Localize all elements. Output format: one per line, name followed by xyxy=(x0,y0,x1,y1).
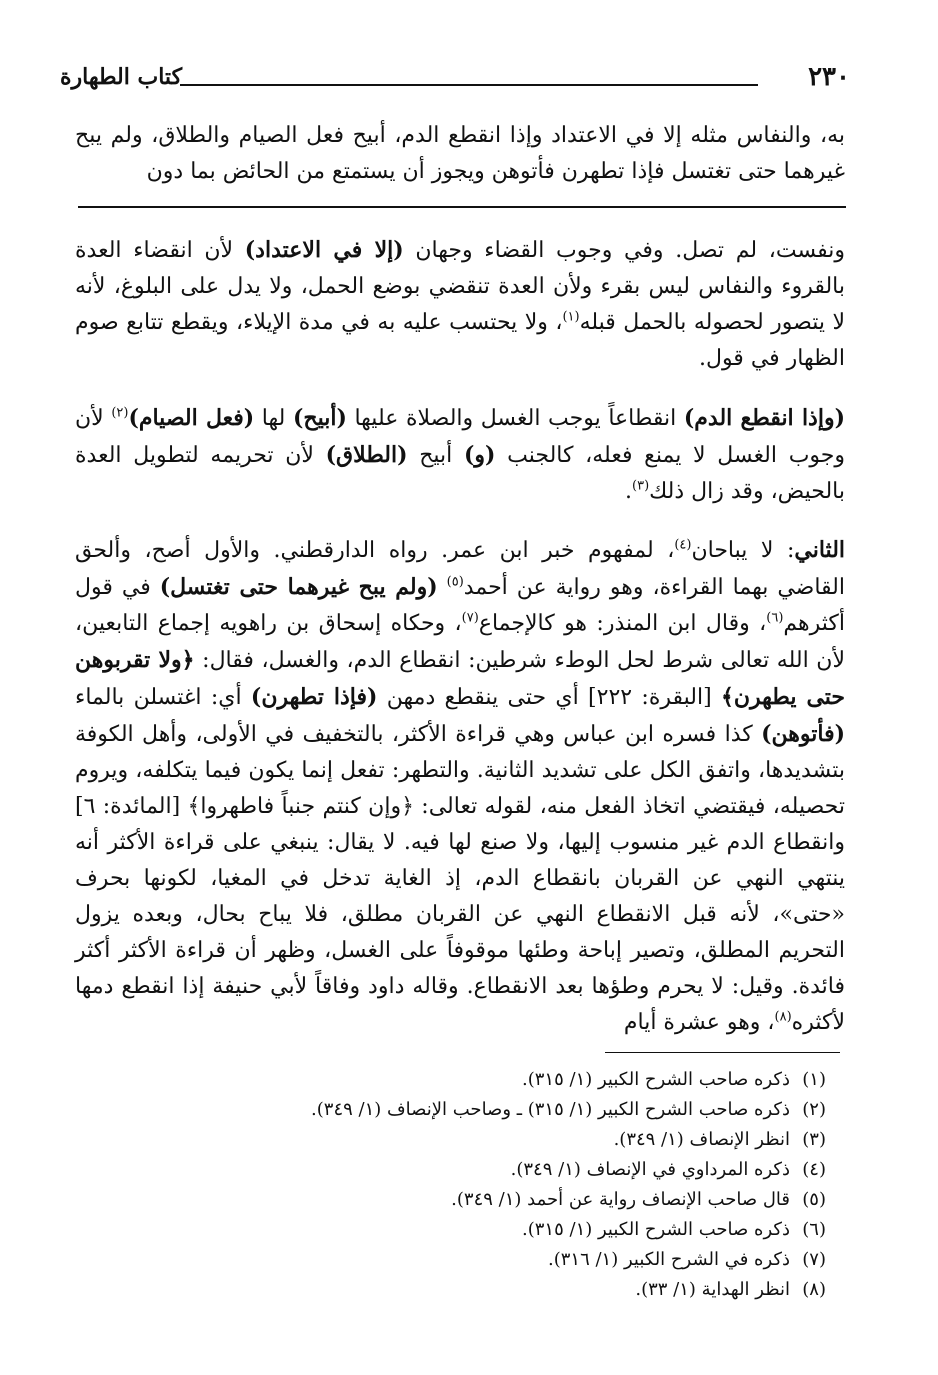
text-run: لها xyxy=(254,406,293,431)
quoted-matn: (إلا في الاعتداد) xyxy=(244,237,404,263)
footnote-text: ذكره في الشرح الكبير (١/ ٣١٦). xyxy=(547,1249,790,1270)
footnote-ref[interactable]: (٦) xyxy=(766,610,784,626)
matn-divider xyxy=(78,206,846,208)
footnote-rule xyxy=(605,1052,840,1053)
footnote-item xyxy=(186,1125,826,1155)
footnote-text: ذكره المرداوي في الإنصاف (١/ ٣٤٩). xyxy=(510,1159,790,1180)
footnote-text: قال صاحب الإنصاف رواية عن أحمد (١/ ٣٤٩). xyxy=(451,1189,790,1210)
footnote-item xyxy=(186,1155,826,1185)
text-run: كذا فسره ابن عباس وهي قراءة الأكثر، بالتخفيف في الأولى، وأهل الكوفة بتشديدها، واتفق الكل على تشديد الثانية. والتطهر: تفعل إنما يكون فيما يتكلفه، ويروم تحصيله، فيقتضي اتخاذ الفعل منه، لقوله تعالى: ﴿وإن كنتم جنباً فاطهروا﴾ [المائدة: ٦] وانقطاع الدم غير منسوب إليها، ولا صنع لها فيه. لا يقال: ينبغي على قراءة الأكثر أنه ينتهي النهي عن القربان بانقطاع الدم، إذ الغاية تدخل في المغيا، لكونها بحرف «حتى»، لأنه قبل الانقطاع النهي عن القربان مطلق، فلا يباح بحال، وبعده يزول التحريم المطلق، وتصير إباحة وطئها موقوفاً على الغسل، وظهر أن قراءة الأكثر أكثر فائدة. وقيل: لا يحرم وطؤها بعد الانقطاع. وقاله داود وفاقاً لأبي حنيفة إذا انقطع دمها لأكثره xyxy=(75,722,845,1035)
text-run: ونفست، لم تصل. وفي وجوب القضاء وجهان xyxy=(403,238,845,263)
quoted-matn: (و) xyxy=(463,442,496,468)
text-run: لأن انقضاء العدة بالقروء والنفاس ليس بقرء ولأن العدة تنقضي بوضع الحمل، ولا يدل على البلوغ، لأنه لا يتصور لحصوله بالحمل قبله xyxy=(75,238,845,335)
quoted-matn: (فأتوهن) xyxy=(761,721,845,747)
footnote-text: ذكره صاحب الشرح الكبير (١/ ٣١٥) ـ وصاحب الإنصاف (١/ ٣٤٩). xyxy=(311,1099,790,1120)
text-run: ، ولا يحتسب عليه به في مدة الإيلاء، ويقطع تتابع صوم الظهار في قول. xyxy=(75,310,845,371)
matn-line: يبح غيرهما حتى تغتسل فإذا تطهرن فأتوهن ويجوز أن يستمتع من الحائض بما دون xyxy=(75,123,845,184)
footnote-ref[interactable]: (٨) xyxy=(774,1009,792,1025)
text-run: . xyxy=(625,479,632,504)
quoted-matn: (ولم يبح غيرهما حتى تغتسل) xyxy=(159,574,438,600)
footnote-item xyxy=(186,1185,826,1215)
commentary-paragraph xyxy=(75,232,845,377)
quran-verse: ﴿ولا تقربوهن حتى يطهرن﴾ xyxy=(75,647,846,710)
text-run: لأن وجوب الغسل لا يمنع فعله، كالجنب xyxy=(75,406,845,468)
text-run: أي: اغتسلن بالماء xyxy=(75,685,251,710)
quoted-matn: (وإذا انقطع الدم) xyxy=(683,405,845,431)
text-run: : لا يباحان xyxy=(691,538,795,563)
footnotes xyxy=(186,1065,826,1305)
footnote-ref[interactable]: (٤) xyxy=(674,537,692,553)
text-run: ، وهو عشرة أيام xyxy=(623,1010,775,1035)
header-rule xyxy=(180,84,758,86)
matn-text xyxy=(75,118,845,190)
text-run xyxy=(438,575,447,600)
footnote-number: (٤) xyxy=(802,1159,826,1180)
commentary-paragraph xyxy=(75,532,845,1041)
footnote-text: ذكره صاحب الشرح الكبير (١/ ٣١٥). xyxy=(522,1219,790,1240)
footnote-ref[interactable]: (٥) xyxy=(446,574,464,590)
footnote-item xyxy=(186,1275,826,1305)
footnote-number: (٥) xyxy=(802,1189,826,1210)
text-run: ، وحكاه إسحاق بن راهويه إجماع التابعين، لأن الله تعالى شرط لحل الوطء شرطين: انقطاع الدم، والغسل، فقال: xyxy=(75,611,845,673)
text-run: في قول أكثرهم xyxy=(75,575,845,636)
footnote-item xyxy=(186,1215,826,1245)
text-run: لأن تحريمه لتطويل العدة بالحيض، وقد زال ذلك xyxy=(75,443,845,504)
footnote-number: (٧) xyxy=(802,1249,826,1270)
quoted-matn: (فعل الصيام) xyxy=(128,405,255,431)
footnote-text: ذكره صاحب الشرح الكبير (١/ ٣١٥). xyxy=(522,1069,790,1090)
quoted-matn: (أبيح) xyxy=(292,405,347,431)
commentary-paragraph xyxy=(75,400,845,510)
footnote-number: (١) xyxy=(802,1069,826,1090)
footnote-ref[interactable]: (١) xyxy=(562,309,580,325)
page-number: ٢٣٠ xyxy=(808,62,850,92)
book-title: كتاب الطهارة xyxy=(60,64,183,90)
footnote-item xyxy=(186,1065,826,1095)
matn-line: به، والنفاس مثله إلا في الاعتداد وإذا انقطع الدم، أبيح فعل الصيام والطلاق، ولم xyxy=(110,123,845,148)
footnote-text: انظر الهداية (١/ ٣٣). xyxy=(635,1279,790,1300)
text-run: ، وقال ابن المنذر: هو كالإجماع xyxy=(478,611,767,636)
text-run: انقطاعاً يوجب الغسل والصلاة عليها xyxy=(346,406,684,431)
footnote-ref[interactable]: (٧) xyxy=(461,610,479,626)
text-run: أبيح xyxy=(407,443,464,468)
footnote-text: انظر الإنصاف (١/ ٣٤٩). xyxy=(613,1129,790,1150)
footnote-number: (٣) xyxy=(802,1129,826,1150)
footnote-number: (٨) xyxy=(802,1279,826,1300)
footnote-item xyxy=(186,1245,826,1275)
quoted-matn: (فإذا تطهرن) xyxy=(250,684,378,710)
footnote-item xyxy=(186,1095,826,1125)
text-run: [البقرة: ٢٢٢] أي حتى ينقطع دمهن xyxy=(377,685,721,710)
footnote-ref[interactable]: (٢) xyxy=(111,405,129,421)
quoted-matn: (الطلاق) xyxy=(325,442,408,468)
footnote-number: (٢) xyxy=(802,1099,826,1120)
footnote-number: (٦) xyxy=(802,1219,826,1240)
footnote-ref[interactable]: (٣) xyxy=(632,478,650,494)
section-label: الثاني xyxy=(794,537,846,563)
text-run: ، لمفهوم خبر ابن عمر. رواه الدارقطني. والأول أصح، وألحق القاضي بهما القراءة، وهو رواية عن أحمد xyxy=(75,538,845,600)
running-header xyxy=(60,62,850,96)
